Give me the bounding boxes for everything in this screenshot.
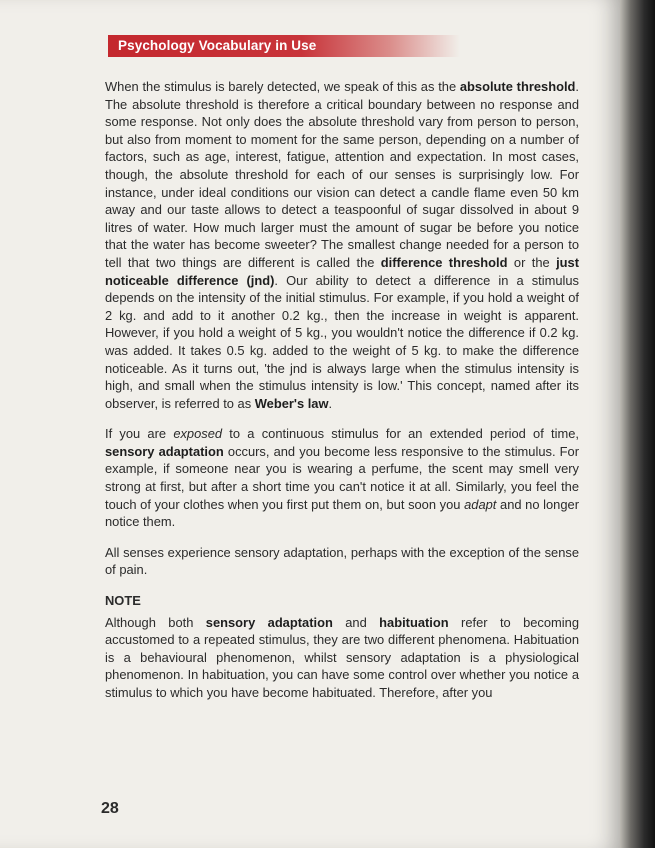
emphasis-adapt: adapt — [464, 496, 497, 512]
text-run: and — [332, 614, 380, 630]
section-header-banner — [108, 35, 460, 57]
term-jnd: just noticeable difference (jnd) — [105, 254, 579, 288]
paragraph-pain-exception: All senses experience sensory adaptation, perhaps with the exception of the sense of pain. — [105, 544, 579, 578]
term-sensory-adaptation-note: sensory adaptation — [205, 614, 333, 630]
emphasis-exposed: exposed — [173, 426, 223, 442]
note-paragraph — [105, 614, 579, 702]
text-run: . Our ability to detect a difference in a stimulus depends on the intensity of the initial stimulus. For example, if you hold a weight of 2 kg. and add to it another 0.2 kg., then the increase in weight is apparent. However, if you hold a weight of 5 kg., you wouldn't notice the difference if 0.2 kg. was added. It takes 0.5 kg. added to the weight of 5 kg. to make the difference noticeable. As it turns out, 'the jnd is always large when the stimulus intensity is high, and small when the stimulus intensity is low.' This concept, named after its observer, is referred to as — [105, 272, 579, 411]
text-run: occurs, and you become less responsive to the stimulus. For example, if someone near you is wearing a perfume, the scent may smell very strong at first, but after a short time you can't notice it at all. Similarly, you feel the touch of your clothes when you first put them on, but soon you — [105, 443, 580, 512]
paragraph-sensory-adaptation — [105, 425, 579, 531]
text-run: and no longer notice them. — [105, 496, 579, 530]
page-edge-shadow — [620, 0, 655, 848]
text-run: Although both — [105, 614, 206, 630]
text-run: or the — [507, 254, 557, 270]
text-run: refer to becoming accustomed to a repeated stimulus, they are two different phenomena. Habituation is a behavioural phenomenon, whilst sensory adaptation is a physiological phenomenon. In habituation, you can have some control over whether you notice a stimulus to which you have become habituated. Therefore, after you — [105, 614, 579, 700]
text-run: . — [328, 395, 333, 411]
text-run: to a continuous stimulus for an extended period of time, — [222, 426, 579, 442]
note-heading: NOTE — [105, 593, 141, 609]
term-difference-threshold: difference threshold — [380, 254, 508, 270]
text-run: When the stimulus is barely detected, we speak of this as the — [105, 79, 460, 94]
page-number: 28 — [101, 800, 119, 817]
text-run: If you are — [105, 426, 174, 442]
paragraph-thresholds — [105, 78, 579, 412]
term-sensory-adaptation: sensory adaptation — [105, 443, 224, 459]
body-text — [105, 78, 579, 715]
text-run: . The absolute threshold is therefore a critical boundary between no response and some response. Not only does the absolute threshold vary from person to person, but also from moment to moment for the same person, depending on a number of factors, such as age, interest, fatigue, attention and expectation. In most cases, though, the absolute threshold for each of our senses is surprisingly low. For instance, under ideal conditions our vision can detect a candle flame even 50 km away and our taste allows to detect a teaspoonful of sugar dissolved in about 9 litres of water. How much larger must the amount of sugar be before you notice that the water has become sweeter? The smallest change needed for a person to tell that two things are different is called the — [105, 79, 579, 270]
term-webers-law: Weber's law — [254, 395, 329, 411]
term-habituation: habituation — [379, 614, 449, 630]
term-absolute-threshold: absolute threshold — [459, 79, 576, 94]
section-header-title: Psychology Vocabulary in Use — [118, 38, 317, 53]
